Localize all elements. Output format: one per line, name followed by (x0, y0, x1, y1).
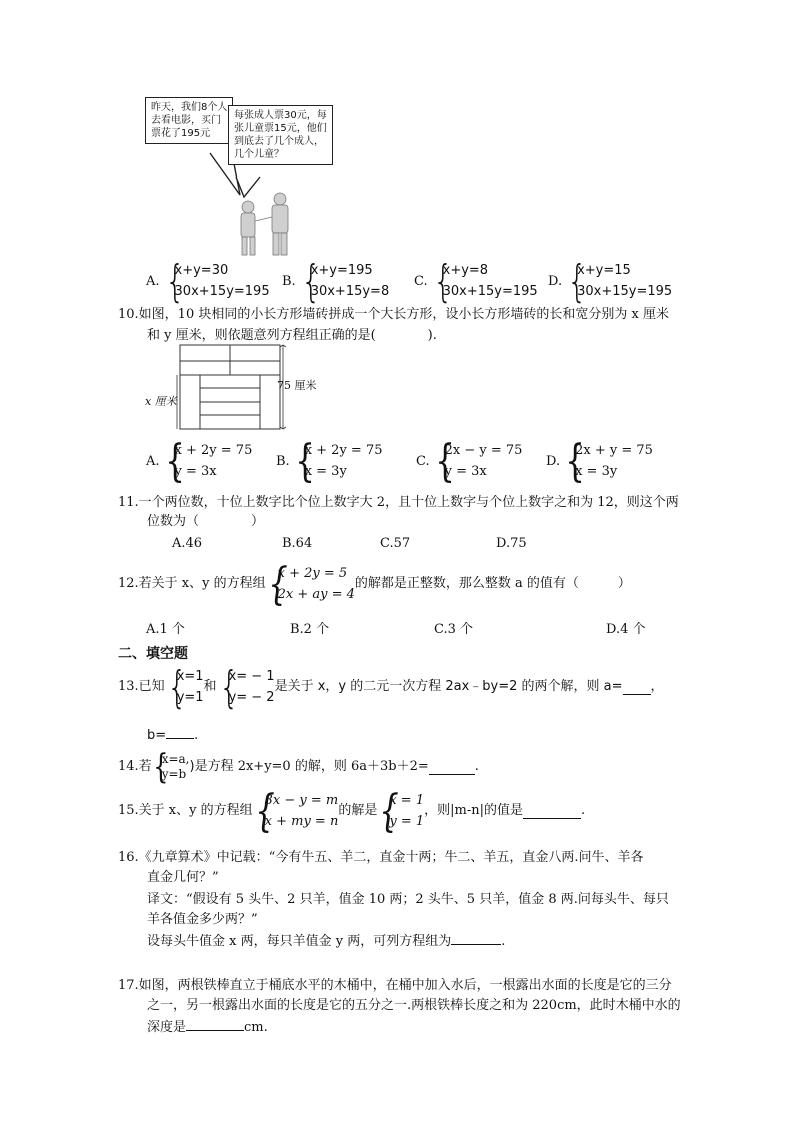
q13-line2: b= . (147, 724, 198, 746)
q16-line5: 设每头牛值金 x 两，每只羊值金 y 两，可列方程组为 . (147, 930, 505, 952)
q16-line3: 译文：“假设有 5 头牛、2 只羊，值金 10 两；2 头牛、5 只羊，值金 8 两.问每头牛、每只 (147, 892, 669, 907)
q14-answer-blank[interactable] (429, 760, 475, 775)
q12-option-b: B.2 个 (290, 622, 330, 637)
q11-line2: 位数为（ ） (147, 514, 265, 529)
q11-option-d: D.75 (496, 536, 527, 551)
q13-stem: 13.已知 { x=1 y=1 和 { x= − 1 y= − 2 是关于 x，y 的二元一次方程 2ax﹣by=2 的两个解，则 a= ， (118, 666, 664, 708)
q16-line2: 直金几何？” (147, 870, 219, 885)
people-figure (241, 193, 288, 255)
q11-option-a: A.46 (172, 536, 203, 551)
q11-option-c: C.57 (380, 536, 411, 551)
q10-line2: 和 y 厘米，则依题意列方程组正确的是( ). (147, 328, 437, 343)
q16-line4: 羊各值金多少两？” (147, 912, 258, 927)
speech-bubble-left: 昨天，我们8个人 去看电影，买门 票花了195元 (145, 97, 233, 144)
q12-stem: 12.若关于 x、y 的方程组 { x + 2y = 5 2x + ay = 4 的解都是正整数，那么整数 a 的值有（ ） (118, 563, 631, 605)
q11-option-b: B.64 (282, 536, 313, 551)
q9-option-a: A. { x+y=30 30x+15y=195 (146, 260, 270, 302)
q10-option-a: A. { x + 2y = 75 y = 3x (146, 440, 252, 482)
q15-stem: 15.关于 x、y 的方程组 { 3x − y = m x + my = n 的解是 { x = 1 y = 1 ，则|m-n|的值是 . (118, 790, 585, 832)
q17-line1: 17.如图，两根铁棒直立于桶底水平的木桶中，在桶中加入水后，一根露出水面的长度是它的三分 (118, 978, 672, 993)
q12-option-c: C.3 个 (434, 622, 474, 637)
q9-option-c: C. { x+y=8 30x+15y=195 (414, 260, 538, 302)
q9-option-d: D. { x+y=15 30x+15y=195 (548, 260, 672, 302)
q10-option-d: D. { 2x + y = 75 x = 3y (546, 440, 653, 482)
section-title-fill-in: 二、填空题 (118, 646, 188, 662)
figure-label-75: 75 厘米 (277, 379, 317, 392)
q10-line1: 10.如图，10 块相同的小长方形墙砖拼成一个大长方形，设小长方形墙砖的长和宽分别为 x 厘米 (118, 307, 669, 322)
q9-option-b: B. { x+y=195 30x+15y=8 (282, 260, 389, 302)
q14-stem: 14.若 x=a, y=b )是方程 2x+y=0 的解，则 6a＋3b＋2= . (118, 752, 479, 781)
q15-answer-blank[interactable] (523, 804, 581, 819)
q17-line2: 之一，另一根露出水面的长度是它的五分之一.两根铁棒长度之和为 220cm，此时木桶中水的 (147, 998, 681, 1013)
q10-option-b: B. { x + 2y = 75 x = 3y (276, 440, 383, 482)
figure-label-x: x 厘米 (145, 395, 177, 408)
speech-bubble-right: 每张成人票30元，每 张儿童票15元，他们 到底去了几个成人， 几个儿童？ (228, 105, 333, 165)
q13-answer-b-blank[interactable] (166, 724, 194, 739)
q16-line1: 16.《九章算术》中记载：“今有牛五、羊二，直金十两；牛二、羊五，直金八两.问牛、羊各 (118, 850, 644, 865)
q9-illustration (140, 95, 350, 265)
q13-answer-a-blank[interactable] (623, 680, 651, 695)
q17-answer-blank[interactable] (186, 1016, 244, 1031)
q16-answer-blank[interactable] (451, 930, 501, 945)
q11-line1: 11.一个两位数，十位上数字比个位上数字大 2，且十位上数字与个位上数字之和为 12，则这个两 (118, 495, 679, 510)
q10-option-c: C. { 2x − y = 75 y = 3x (416, 440, 522, 482)
q10-figure (145, 343, 325, 433)
q12-option-a: A.1 个 (146, 622, 185, 637)
q12-option-d: D.4 个 (606, 622, 646, 637)
q17-line3: 深度是 cm. (147, 1016, 268, 1038)
